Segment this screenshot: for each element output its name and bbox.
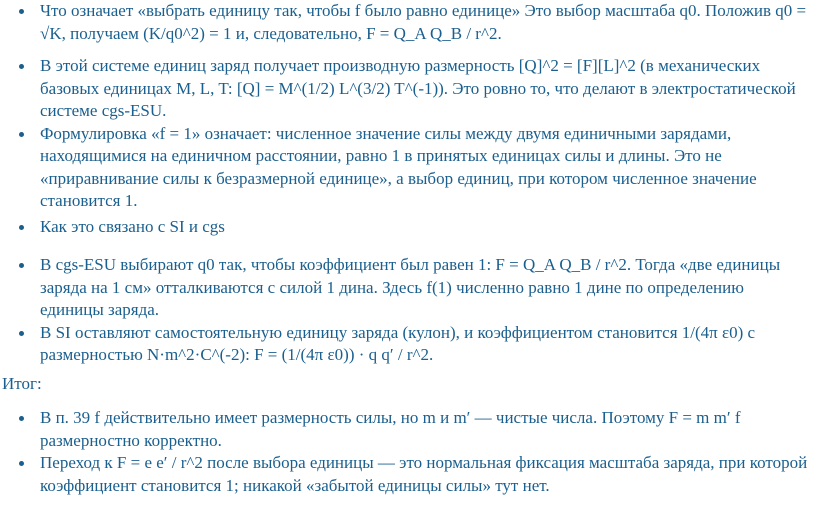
bullet-icon — [19, 263, 24, 268]
bullet-icon — [19, 461, 24, 466]
list-item-text: В SI оставляют самостоятельную единицу заряда (кулон), и коэффициентом становится 1/(4π ε0) с размерностью N·m^2·C^(-2): F = (1/(4π ε0)) · q q′ / r^2. — [40, 322, 756, 364]
list-item — [0, 0, 816, 45]
bullet-icon — [19, 64, 24, 69]
list-item-text: Переход к F = e e′ / r^2 после выбора единицы — это нормальная фиксация масштаба заряда, при которой коэффициент становится 1; никакой «забытой единицы силы» тут нет. — [40, 453, 808, 495]
bullet-icon — [19, 9, 24, 14]
summary-heading: Итог: — [2, 374, 42, 393]
bullet-group-dimensions — [0, 55, 816, 213]
list-item-text: В cgs-ESU выбирают q0 так, чтобы коэффициент был равен 1: F = Q_A Q_B / r^2. Тогда «две единицы заряда на 1 см» отталкиваются с силой 1 дина. Здесь f(1) численно равно 1 дине по определению единицы заряда. — [40, 255, 781, 319]
bullet-group-units — [0, 0, 816, 45]
bullet-icon — [19, 331, 24, 336]
list-item — [0, 452, 816, 497]
list-item — [0, 55, 816, 123]
list-item — [0, 123, 816, 213]
bullet-group-summary — [0, 407, 816, 497]
list-item — [0, 407, 816, 452]
bullet-group-si-cgs — [0, 254, 816, 367]
list-item — [0, 254, 816, 322]
list-item — [0, 216, 816, 239]
list-item-text: Формулировка «f = 1» означает: численное значение силы между двумя единичными зарядами, находящимися на единичном расстоянии, равно 1 в принятых единицах силы и длины. Это не «приравнивание силы к безразмерной единице», а выбор единиц, при котором численное значение становится 1. — [40, 123, 757, 210]
list-item-text: Как это связано с SI и cgs — [40, 217, 225, 236]
list-item — [0, 322, 816, 367]
list-item-text: Что означает «выбрать единицу так, чтобы f было равно единице» Это выбор масштаба q0. Положив q0 = √K, получаем (K/q0^2) = 1 и, следовательно, F = Q_A Q_B / r^2. — [40, 1, 807, 43]
bullet-icon — [19, 416, 24, 421]
bullet-icon — [19, 225, 24, 230]
bullet-group-si-cgs-heading — [0, 216, 816, 239]
bullet-icon — [19, 132, 24, 137]
list-item-text: В п. 39 f действительно имеет размерность силы, но m и m′ — чистые числа. Поэтому F = m m′ f размерностно корректно. — [40, 408, 741, 450]
list-item-text: В этой системе единиц заряд получает производную размерность [Q]^2 = [F][L]^2 (в механических базовых единицах M, L, T: [Q] = M^(1/2) L^(3/2) T^(-1)). Это ровно то, что делают в электростатической системе cgs-ESU. — [40, 56, 796, 120]
